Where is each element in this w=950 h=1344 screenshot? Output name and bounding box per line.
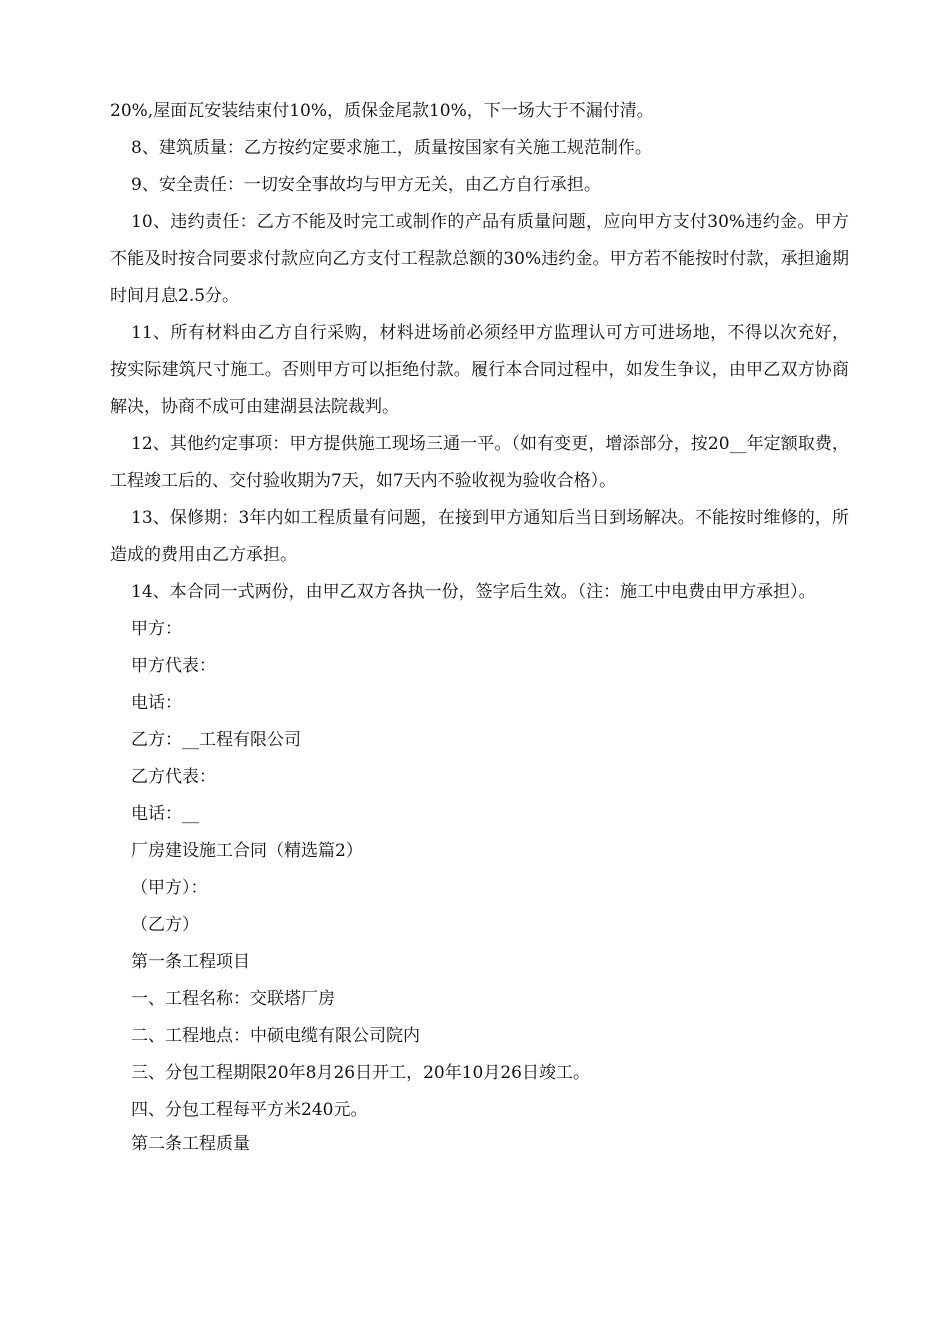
project-location: 二、工程地点：中硕电缆有限公司院内 bbox=[131, 1026, 420, 1046]
signature-party-a-phone: 电话： bbox=[131, 693, 182, 713]
clause-13-warranty: 13、保修期：3年内如工程质量有问题，在接到甲方通知后当日到场解决。不能按时维修的，所造成的费用由乙方承担。 bbox=[110, 508, 849, 565]
signature-party-b-phone: 电话：__ bbox=[131, 804, 199, 824]
clause-10-breach: 10、违约责任：乙方不能及时完工或制作的产品有质量问题，应向甲方支付30%违约金。甲方不能及时按合同要求付款应向乙方支付工程款总额的30%违约金。甲方若不能按时付款，承担逾期时间月息2.5分。 bbox=[110, 212, 849, 306]
clause-9-safety: 9、安全责任：一切安全事故均与甲方无关，由乙方自行承担。 bbox=[131, 175, 601, 195]
signature-party-b-representative: 乙方代表： bbox=[131, 767, 216, 787]
project-name: 一、工程名称：交联塔厂房 bbox=[131, 989, 335, 1009]
article-2-heading: 第二条工程质量 bbox=[131, 1134, 250, 1154]
signature-party-b: 乙方：__工程有限公司 bbox=[131, 730, 301, 750]
clause-12-other: 12、其他约定事项：甲方提供施工现场三通一平。（如有变更，增添部分，按20__年定额取费，工程竣工后的、交付验收期为7天，如7天内不验收视为验收合格）。 bbox=[110, 434, 849, 491]
clause-11-materials: 11、所有材料由乙方自行采购，材料进场前必须经甲方监理认可方可进场地，不得以次充好，按实际建筑尺寸施工。否则甲方可以拒绝付款。履行本合同过程中，如发生争议，由甲乙双方协商解决，协商不成可由建湖县法院裁判。 bbox=[110, 323, 849, 417]
article-1-heading: 第一条工程项目 bbox=[131, 952, 250, 972]
paragraph-payment-terms: 20%,屋面瓦安装结束付10%，质保金尾款10%，下一场大于不漏付清。 bbox=[110, 101, 654, 121]
project-unit-price: 四、分包工程每平方米240元。 bbox=[131, 1100, 368, 1120]
signature-party-a-representative: 甲方代表： bbox=[131, 656, 216, 676]
party-b-label: （乙方） bbox=[131, 915, 199, 935]
clause-14-copies: 14、本合同一式两份，由甲乙双方各执一份，签字后生效。（注：施工中电费由甲方承担）。 bbox=[131, 582, 816, 602]
party-a-label: （甲方）： bbox=[131, 878, 208, 898]
section-title-2: 厂房建设施工合同（精选篇2） bbox=[131, 841, 363, 861]
clause-8-quality: 8、建筑质量：乙方按约定要求施工，质量按国家有关施工规范制作。 bbox=[131, 138, 652, 158]
signature-party-a: 甲方： bbox=[131, 619, 182, 639]
project-period: 三、分包工程期限20年8月26日开工，20年10月26日竣工。 bbox=[131, 1063, 590, 1083]
